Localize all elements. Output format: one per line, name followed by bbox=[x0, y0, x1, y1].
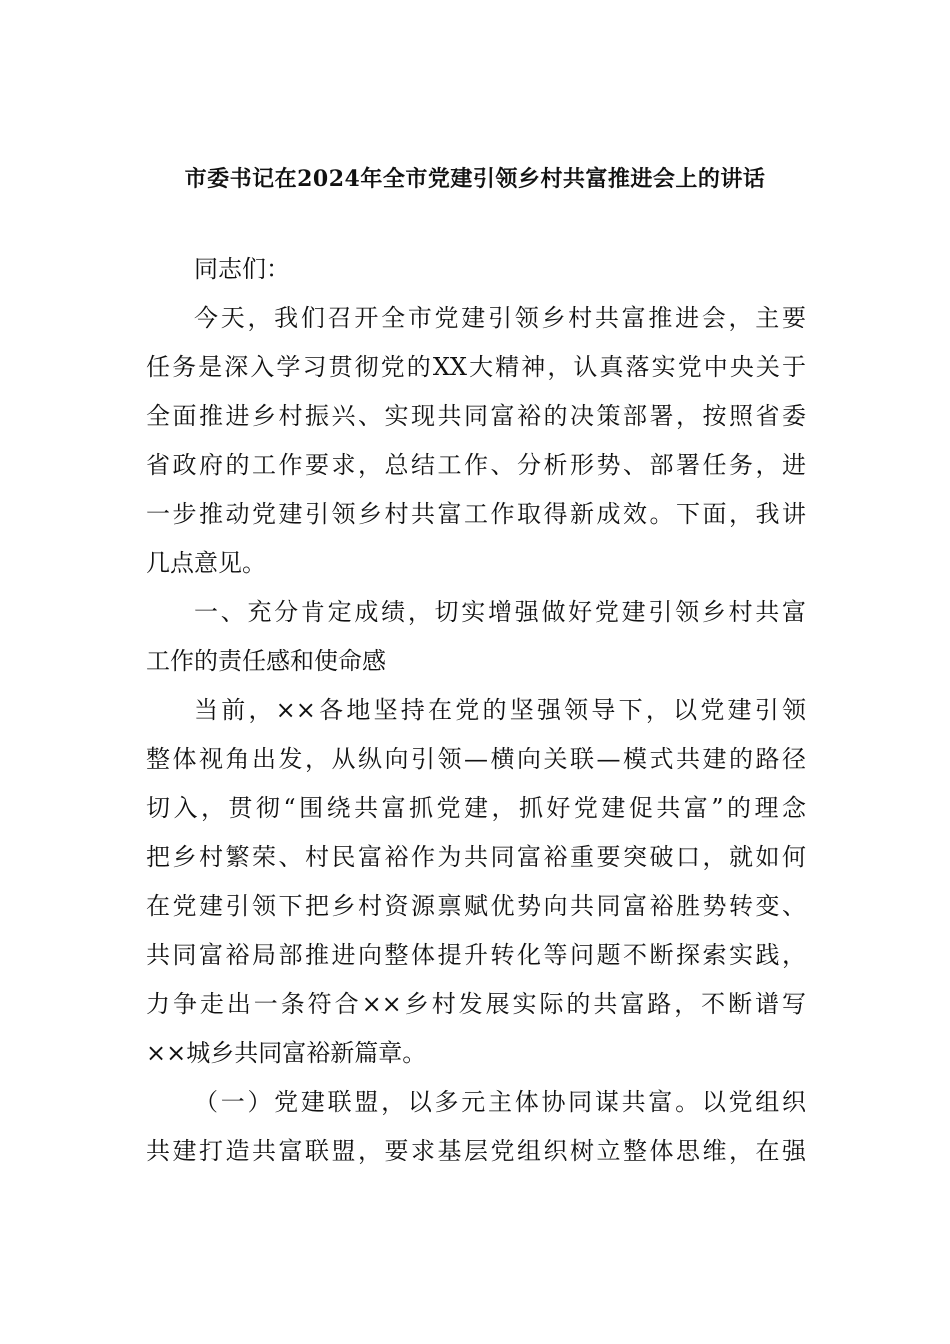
paragraph-line: 整体视角出发，从纵向引领—横向关联—模式共建的路径 bbox=[146, 745, 806, 773]
document-title: 市委书记在2024年全市党建引领乡村共富推进会上的讲话 bbox=[184, 166, 766, 192]
paragraph-line: 今天，我们召开全市党建引领乡村共富推进会，主要 bbox=[194, 304, 806, 332]
document-body bbox=[146, 252, 806, 1183]
paragraph-line: 几点意见。 bbox=[146, 549, 266, 577]
paragraph-line: 在党建引领下把乡村资源禀赋优势向共同富裕胜势转变、 bbox=[146, 892, 806, 920]
paragraph-line: 把乡村繁荣、村民富裕作为共同富裕重要突破口，就如何 bbox=[146, 843, 806, 871]
paragraph-line: ××城乡共同富裕新篇章。 bbox=[146, 1039, 427, 1067]
section-heading-line: 一、充分肯定成绩，切实增强做好党建引领乡村共富 bbox=[194, 598, 806, 626]
paragraph-line: 省政府的工作要求，总结工作、分析形势、部署任务，进 bbox=[146, 451, 806, 479]
paragraph-line: 一步推动党建引领乡村共富工作取得新成效。下面，我讲 bbox=[146, 500, 806, 528]
subsection-line: （一）党建联盟，以多元主体协同谋共富。以党组织 bbox=[194, 1088, 806, 1116]
paragraph-line: 当前，××各地坚持在党的坚强领导下，以党建引领 bbox=[194, 696, 806, 724]
paragraph-line: 全面推进乡村振兴、实现共同富裕的决策部署，按照省委 bbox=[146, 402, 806, 430]
paragraph-line: 任务是深入学习贯彻党的XX大精神，认真落实党中央关于 bbox=[146, 353, 806, 381]
paragraph-line: 共建打造共富联盟，要求基层党组织树立整体思维，在强 bbox=[146, 1137, 806, 1165]
paragraph-line: 力争走出一条符合××乡村发展实际的共富路，不断谱写 bbox=[146, 990, 806, 1018]
section-heading-line: 工作的责任感和使命感 bbox=[146, 647, 386, 675]
paragraph-line: 共同富裕局部推进向整体提升转化等问题不断探索实践， bbox=[146, 941, 806, 969]
salutation-line: 同志们： bbox=[194, 255, 290, 283]
paragraph-line: 切入，贯彻“围绕共富抓党建，抓好党建促共富”的理念 bbox=[146, 794, 806, 822]
